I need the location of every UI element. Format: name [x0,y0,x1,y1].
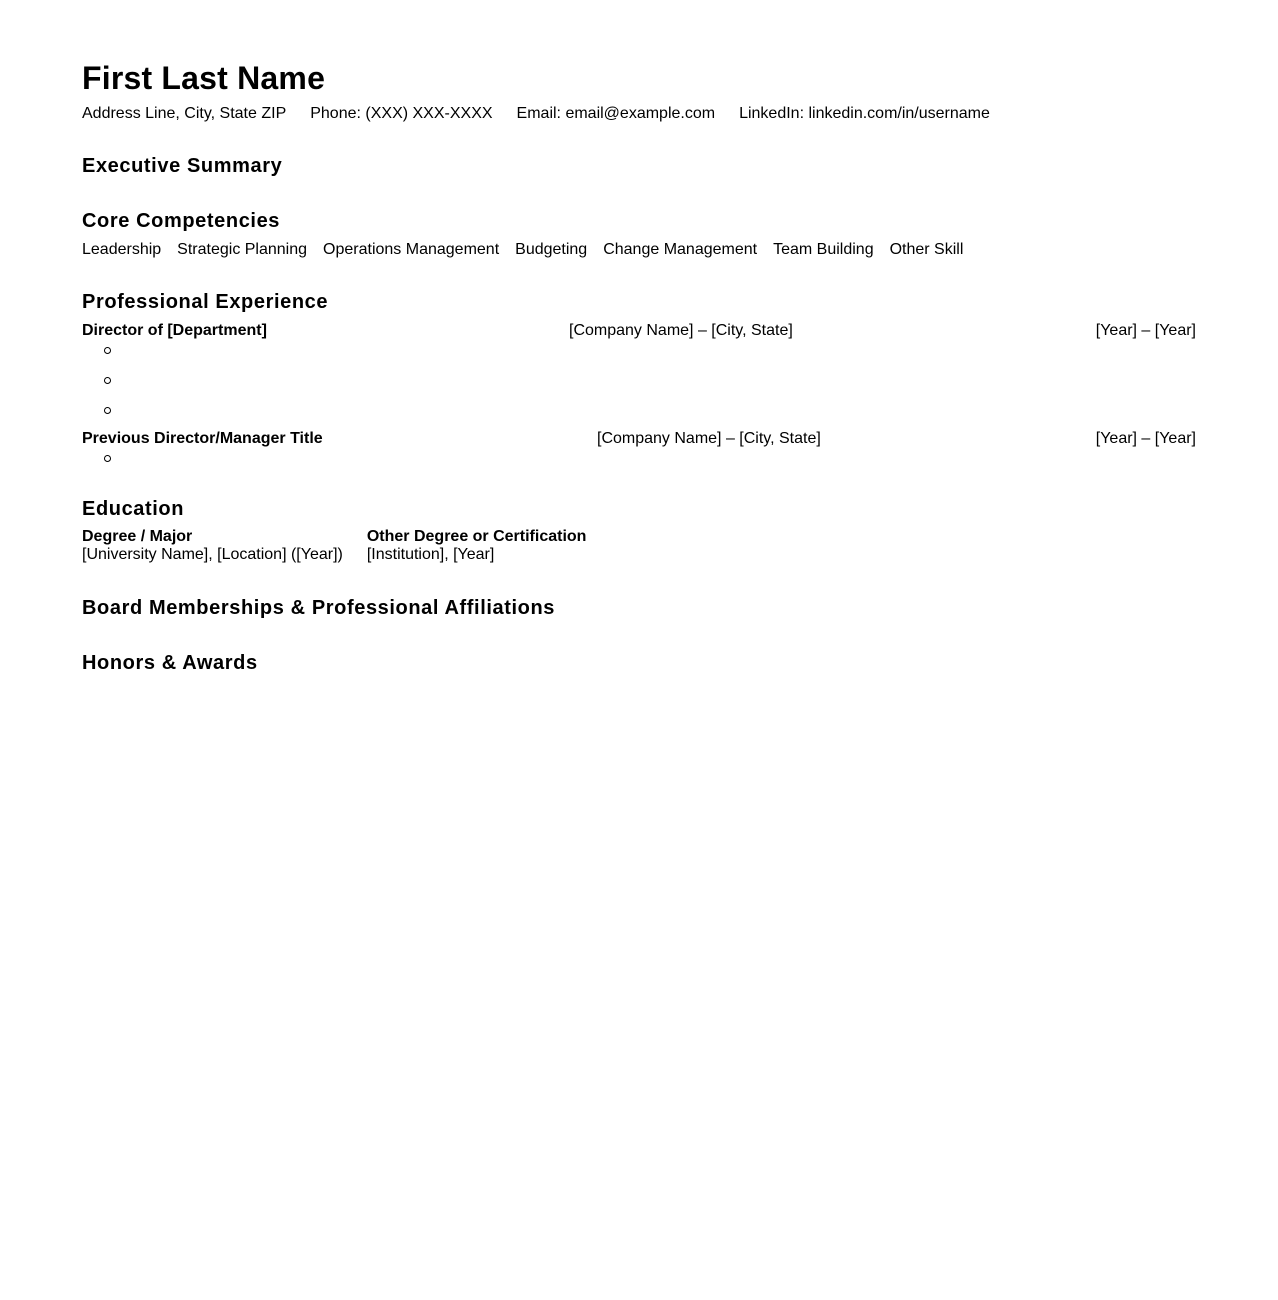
skill-item: Budgeting [515,241,588,258]
skills-list [82,240,963,259]
contact-info [82,104,990,123]
skill-item: Operations Management [323,241,500,258]
education-detail: [University Name], [Location] ([Year]) [82,546,343,563]
skill-item: Other Skill [889,241,964,258]
job-dates: [Year] – [Year] [1095,430,1196,447]
contact-email: Email: email@example.com [516,105,716,122]
skill-item: Change Management [603,241,758,258]
job-company: [Company Name] – [City, State] [597,430,821,447]
skill-item: Team Building [773,241,874,258]
contact-linkedin: LinkedIn: linkedin.com/in/username [739,105,990,122]
job-title: Previous Director/Manager Title [82,430,323,447]
section-honors-awards: Honors & Awards [82,652,258,674]
contact-phone: Phone: (XXX) XXX-XXXX [310,105,493,122]
bullet-icon [104,455,111,462]
education-list [82,528,586,564]
section-education: Education [82,498,185,520]
job-company: [Company Name] – [City, State] [569,322,793,339]
education-degree: Degree / Major [82,528,193,545]
bullet-icon [104,347,111,354]
skill-item: Strategic Planning [177,241,308,258]
job-title: Director of [Department] [82,322,267,339]
section-core-competencies: Core Competencies [82,210,281,232]
bullet-icon [104,377,111,384]
bullet-icon [104,407,111,414]
education-entry [367,528,587,564]
education-entry [82,528,343,564]
job-dates: [Year] – [Year] [1095,322,1196,339]
contact-address: Address Line, City, State ZIP [82,105,287,122]
section-board-memberships: Board Memberships & Professional Affiliations [82,597,556,619]
skill-item: Leadership [82,241,162,258]
job-entry [82,321,1196,340]
job-entry [82,429,1196,448]
education-degree: Other Degree or Certification [366,528,587,545]
resume-name: First Last Name [82,60,326,96]
education-detail: [Institution], [Year] [366,546,495,563]
section-professional-experience: Professional Experience [82,291,329,313]
section-executive-summary: Executive Summary [82,155,283,177]
